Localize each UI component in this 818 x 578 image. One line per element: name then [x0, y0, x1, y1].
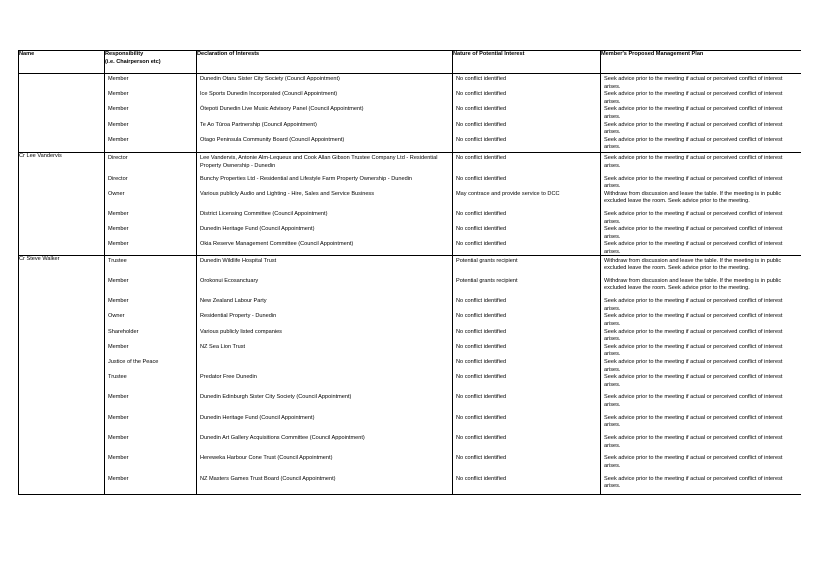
nature-of-interest-cell: Potential grants recipient [456, 257, 518, 264]
responsibility-cell: Member [108, 136, 129, 143]
responsibility-cell: Owner [108, 190, 125, 197]
management-plan-cell: Withdraw from discussion and leave the table. If the meeting is in public excluded leave the room. Seek advice prior to the meeting. [604, 190, 782, 205]
management-plan-cell: Seek advice prior to the meeting if actual or perceived conflict of interest arises. [604, 328, 783, 342]
column-header-responsibility [105, 51, 197, 74]
nature-of-interest-cell: May contrace and provide service to DCC [456, 190, 560, 197]
declaration-cell: Dunedin Otaru Sister City Society (Council Appointment) [200, 76, 340, 82]
management-plan-cell: Seek advice prior to the meeting if actual or perceived conflict of interest arises. [604, 241, 783, 255]
table-group-row [19, 255, 802, 494]
table-body [19, 74, 802, 495]
declaration-cell: Various publicly Audio and Lighting - Hire, Sales and Service Business [200, 190, 375, 197]
responsibility-cell: Director [108, 175, 128, 182]
management-plan-cell: Seek advice prior to the meeting if actual or perceived conflict of interest arises. [604, 313, 783, 327]
management-plan-cell: Seek advice prior to the meeting if actual or perceived conflict of interest arises. [604, 455, 783, 469]
nature-of-interest-cell-column [453, 153, 601, 255]
nature-of-interest-cell: No conflict identified [456, 76, 507, 82]
responsibility-cell-column [105, 255, 197, 494]
table-group-row [19, 153, 802, 255]
responsibility-cell: Member [108, 475, 129, 482]
table-header [19, 51, 802, 74]
nature-of-interest-cell: No conflict identified [456, 241, 507, 248]
nature-of-interest-cell: No conflict identified [456, 394, 507, 401]
declaration-cell: NZ Masters Games Trust Board (Council Appointment) [200, 475, 336, 482]
management-plan-cell-column [601, 255, 802, 494]
column-header-plan [601, 51, 802, 74]
nature-of-interest-cell-column [453, 255, 601, 494]
management-plan-cell: Seek advice prior to the meeting if actual or perceived conflict of interest arises. [604, 175, 783, 189]
nature-of-interest-cell: No conflict identified [456, 358, 507, 365]
nature-of-interest-cell: No conflict identified [456, 343, 507, 350]
column-header-nature [453, 51, 601, 74]
responsibility-cell: Member [108, 211, 129, 218]
nature-of-interest-cell: No conflict identified [456, 298, 507, 305]
declaration-cell: Dunedin Wildlife Hospital Trust [200, 257, 277, 264]
declaration-cell [197, 357, 452, 372]
nature-of-interest-cell: No conflict identified [456, 226, 507, 233]
responsibility-cell: Member [108, 106, 129, 113]
column-header-nature-label: Nature of Potential Interest [453, 51, 525, 57]
declaration-cell: Te Ao Tūroa Partnership (Council Appointment) [200, 121, 317, 128]
member-name-cell: Cr Steve Walker [19, 255, 105, 494]
responsibility-cell: Member [108, 76, 129, 82]
declaration-cell: Otago Peninsula Community Board (Council Appointment) [200, 136, 345, 143]
member-name-cell: Cr Lee Vandervis [19, 153, 105, 255]
responsibility-cell: Member [108, 394, 129, 401]
management-plan-cell: Seek advice prior to the meeting if actual or perceived conflict of interest arises. [604, 106, 783, 120]
management-plan-cell: Seek advice prior to the meeting if actual or perceived conflict of interest arises. [604, 394, 783, 408]
management-plan-cell: Seek advice prior to the meeting if actual or perceived conflict of interest arises. [604, 298, 783, 312]
nature-of-interest-cell: No conflict identified [456, 414, 507, 421]
responsibility-cell: Trustee [108, 257, 127, 264]
nature-of-interest-cell: No conflict identified [456, 155, 507, 162]
declaration-cell: New Zealand Labour Party [200, 298, 267, 305]
nature-of-interest-cell: Potential grants recipient [456, 277, 518, 284]
table-header-row [19, 51, 802, 74]
management-plan-cell: Withdraw from discussion and leave the table. If the meeting is in public excluded leave the room. Seek advice prior to the meeting. [604, 257, 782, 272]
nature-of-interest-cell: No conflict identified [456, 136, 507, 143]
declaration-cell: District Licensing Committee (Council Appointment) [200, 211, 328, 218]
nature-of-interest-cell: No conflict identified [456, 475, 507, 482]
declaration-cell: Okia Reserve Management Committee (Council Appointment) [200, 241, 354, 248]
declaration-cell: Dunedin Heritage Fund (Council Appointment) [200, 414, 315, 421]
declaration-cell: Ōtepoti Dunedin Live Music Advisory Panel (Council Appointment) [200, 106, 364, 113]
management-plan-cell: Withdraw from discussion and leave the table. If the meeting is in public excluded leave the room. Seek advice prior to the meeting. [604, 277, 782, 292]
column-header-name [19, 51, 105, 74]
management-plan-cell: Seek advice prior to the meeting if actual or perceived conflict of interest arises. [604, 358, 783, 373]
nature-of-interest-cell-column [453, 74, 601, 153]
nature-of-interest-cell: No conflict identified [456, 91, 507, 98]
management-plan-cell-column [601, 153, 802, 255]
responsibility-cell: Trustee [108, 374, 127, 381]
declaration-cell-column [197, 153, 453, 255]
column-header-responsibility-label: Responsibility [105, 51, 144, 57]
nature-of-interest-cell: No conflict identified [456, 175, 507, 182]
column-header-declaration-label: Declaration of Interests [197, 51, 260, 57]
declaration-cell: Orokonui Ecosanctuary [200, 277, 259, 284]
management-plan-cell: Seek advice prior to the meeting if actual or perceived conflict of interest arises. [604, 374, 783, 388]
responsibility-cell: Director [108, 155, 128, 162]
management-plan-cell: Seek advice prior to the meeting if actual or perceived conflict of interest arises. [604, 121, 783, 135]
responsibility-cell: Owner [108, 313, 125, 320]
management-plan-cell: Seek advice prior to the meeting if actual or perceived conflict of interest arises. [604, 226, 783, 240]
nature-of-interest-cell: No conflict identified [456, 106, 507, 113]
responsibility-cell: Member [108, 343, 129, 350]
management-plan-cell: Seek advice prior to the meeting if actual or perceived conflict of interest arises. [604, 475, 783, 490]
nature-of-interest-cell: No conflict identified [456, 455, 507, 462]
nature-of-interest-cell: No conflict identified [456, 328, 507, 335]
declaration-cell: Bunchy Properties Ltd - Residential and Lifestyle Farm Property Ownership - Dunedin [200, 175, 413, 182]
declaration-cell: Various publicly listed companies [200, 328, 282, 335]
declaration-cell: Dunedin Art Gallery Acquisitions Committee (Council Appointment) [200, 435, 365, 442]
responsibility-cell: Justice of the Peace [108, 358, 159, 365]
declaration-cell-column [197, 255, 453, 494]
member-name-cell [19, 74, 105, 153]
nature-of-interest-cell: No conflict identified [456, 211, 507, 218]
declaration-cell: Lee Vandervis, Antonie Alm-Lequeux and Cook Allan Gibson Trustee Company Ltd - Residential Property Ownership - Dunedin [200, 155, 438, 169]
management-plan-cell: Seek advice prior to the meeting if actual or perceived conflict of interest arises. [604, 76, 783, 90]
responsibility-cell: Member [108, 226, 129, 233]
column-header-responsibility-sublabel: (i.e. Chairperson etc) [105, 58, 161, 65]
table-group-row [19, 74, 802, 153]
nature-of-interest-cell: No conflict identified [456, 313, 507, 320]
management-plan-cell: Seek advice prior to the meeting if actual or perceived conflict of interest arises. [604, 91, 783, 105]
declaration-cell: Hereweka Harbour Cone Trust (Council Appointment) [200, 455, 333, 462]
management-plan-cell: Seek advice prior to the meeting if actual or perceived conflict of interest arises. [604, 343, 783, 357]
declaration-cell: Dunedin Heritage Fund (Council Appointment) [200, 226, 315, 233]
column-header-plan-label: Member's Proposed Management Plan [601, 51, 704, 57]
responsibility-cell: Member [108, 121, 129, 128]
nature-of-interest-cell: No conflict identified [456, 374, 507, 381]
management-plan-cell: Seek advice prior to the meeting if actual or perceived conflict of interest arises. [604, 435, 783, 449]
column-header-declaration [197, 51, 453, 74]
nature-of-interest-cell: No conflict identified [456, 121, 507, 128]
declaration-cell-column [197, 74, 453, 153]
management-plan-cell-column [601, 74, 802, 153]
management-plan-cell: Seek advice prior to the meeting if actual or perceived conflict of interest arises. [604, 155, 783, 169]
management-plan-cell: Seek advice prior to the meeting if actual or perceived conflict of interest arises. [604, 211, 783, 225]
register-of-interests-table [18, 50, 801, 495]
responsibility-cell-column [105, 74, 197, 153]
responsibility-cell: Member [108, 241, 129, 248]
column-header-name-label: Name [19, 51, 35, 57]
management-plan-cell: Seek advice prior to the meeting if actual or perceived conflict of interest arises. [604, 136, 783, 151]
declaration-cell: NZ Sea Lion Trust [200, 343, 246, 350]
responsibility-cell: Member [108, 277, 129, 284]
declaration-cell: Predator Free Dunedin [200, 374, 257, 381]
declaration-cell: Dunedin Edinburgh Sister City Society (Council Appointment) [200, 394, 352, 401]
declaration-cell: Ice Sports Dunedin Incorporated (Council Appointment) [200, 91, 338, 98]
nature-of-interest-cell: No conflict identified [456, 435, 507, 442]
declaration-cell: Residential Property - Dunedin [200, 313, 277, 320]
responsibility-cell: Shareholder [108, 328, 139, 335]
responsibility-cell: Member [108, 455, 129, 462]
management-plan-cell: Seek advice prior to the meeting if actual or perceived conflict of interest arises. [604, 414, 783, 429]
responsibility-cell: Member [108, 91, 129, 98]
table-viewport [18, 50, 801, 521]
responsibility-cell: Member [108, 414, 129, 421]
responsibility-cell: Member [108, 298, 129, 305]
responsibility-cell: Member [108, 435, 129, 442]
responsibility-cell-column [105, 153, 197, 255]
